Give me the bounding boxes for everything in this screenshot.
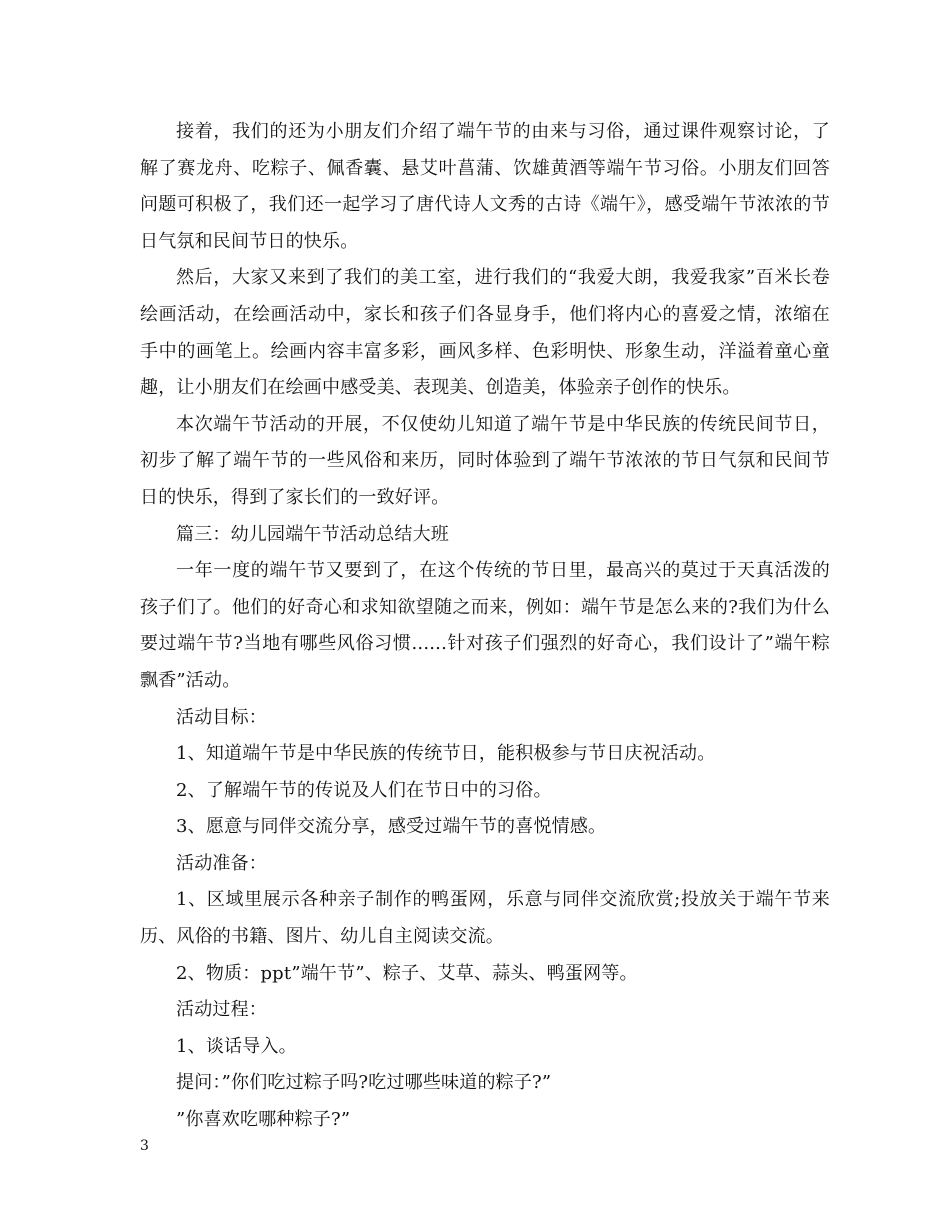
paragraph: ”你喜欢吃哪种粽子?” <box>176 1109 351 1131</box>
list-item: 1、区域里展示各种亲子制作的鸭蛋网，乐意与同伴交流欣赏;投放关于端午节来历、风俗的书籍、图片、幼儿自主阅读交流。 <box>140 889 830 948</box>
subheading-goals: 活动目标： <box>176 706 267 728</box>
subheading-preparation: 活动准备： <box>176 852 267 874</box>
paragraph: 然后，大家又来到了我们的美工室，进行我们的“我爱大朗，我爱我家”百米长卷绘画活动，在绘画活动中，家长和孩子们各显身手，他们将内心的喜爱之情，浓缩在手中的画笔上。绘画内容丰富多彩，画风多样、色彩明快、形象生动，洋溢着童心童趣，让小朋友们在绘画中感受美、表现美、创造美，体验亲子创作的快乐。 <box>140 267 830 399</box>
list-item: 1、知道端午节是中华民族的传统节日，能积极参与节日庆祝活动。 <box>176 743 716 765</box>
paragraph: 一年一度的端午节又要到了，在这个传统的节日里，最高兴的莫过于天真活泼的孩子们了。他们的好奇心和求知欲望随之而来，例如：端午节是怎么来的?我们为什么要过端午节?当地有哪些风俗习惯......针对孩子们强烈的好奇心，我们设计了”端午粽飘香”活动。 <box>140 560 830 691</box>
list-item: 3、愿意与同伴交流分享，感受过端午节的喜悦情感。 <box>176 816 607 838</box>
paragraph: 本次端午节活动的开展，不仅使幼儿知道了端午节是中华民族的传统民间节日，初步了解了端午节的一些风俗和来历，同时体验到了端午节浓浓的节日气氛和民间节日的快乐，得到了家长们的一致好评。 <box>140 413 830 508</box>
page-number: 3 <box>140 1138 149 1154</box>
paragraph: 提问：”你们吃过粽子吗?吃过哪些味道的粽子?” <box>176 1072 552 1094</box>
section-heading: 篇三：幼儿园端午节活动总结大班 <box>176 523 449 545</box>
document-body <box>140 114 830 1139</box>
list-item: 2、物质：ppt”端午节”、粽子、艾草、蒜头、鸭蛋网等。 <box>176 962 638 984</box>
paragraph: 接着，我们的还为小朋友们介绍了端午节的由来与习俗，通过课件观察讨论，了解了赛龙舟、吃粽子、佩香囊、悬艾叶菖蒲、饮雄黄酒等端午节习俗。小朋友们回答问题可积极了，我们还一起学习了唐代诗人文秀的古诗《端午》，感受端午节浓浓的节日气氛和民间节日的快乐。 <box>140 121 830 252</box>
list-item: 1、谈话导入。 <box>176 1035 297 1057</box>
list-item: 2、了解端午节的传说及人们在节日中的习俗。 <box>176 779 552 801</box>
subheading-process: 活动过程： <box>176 999 267 1021</box>
